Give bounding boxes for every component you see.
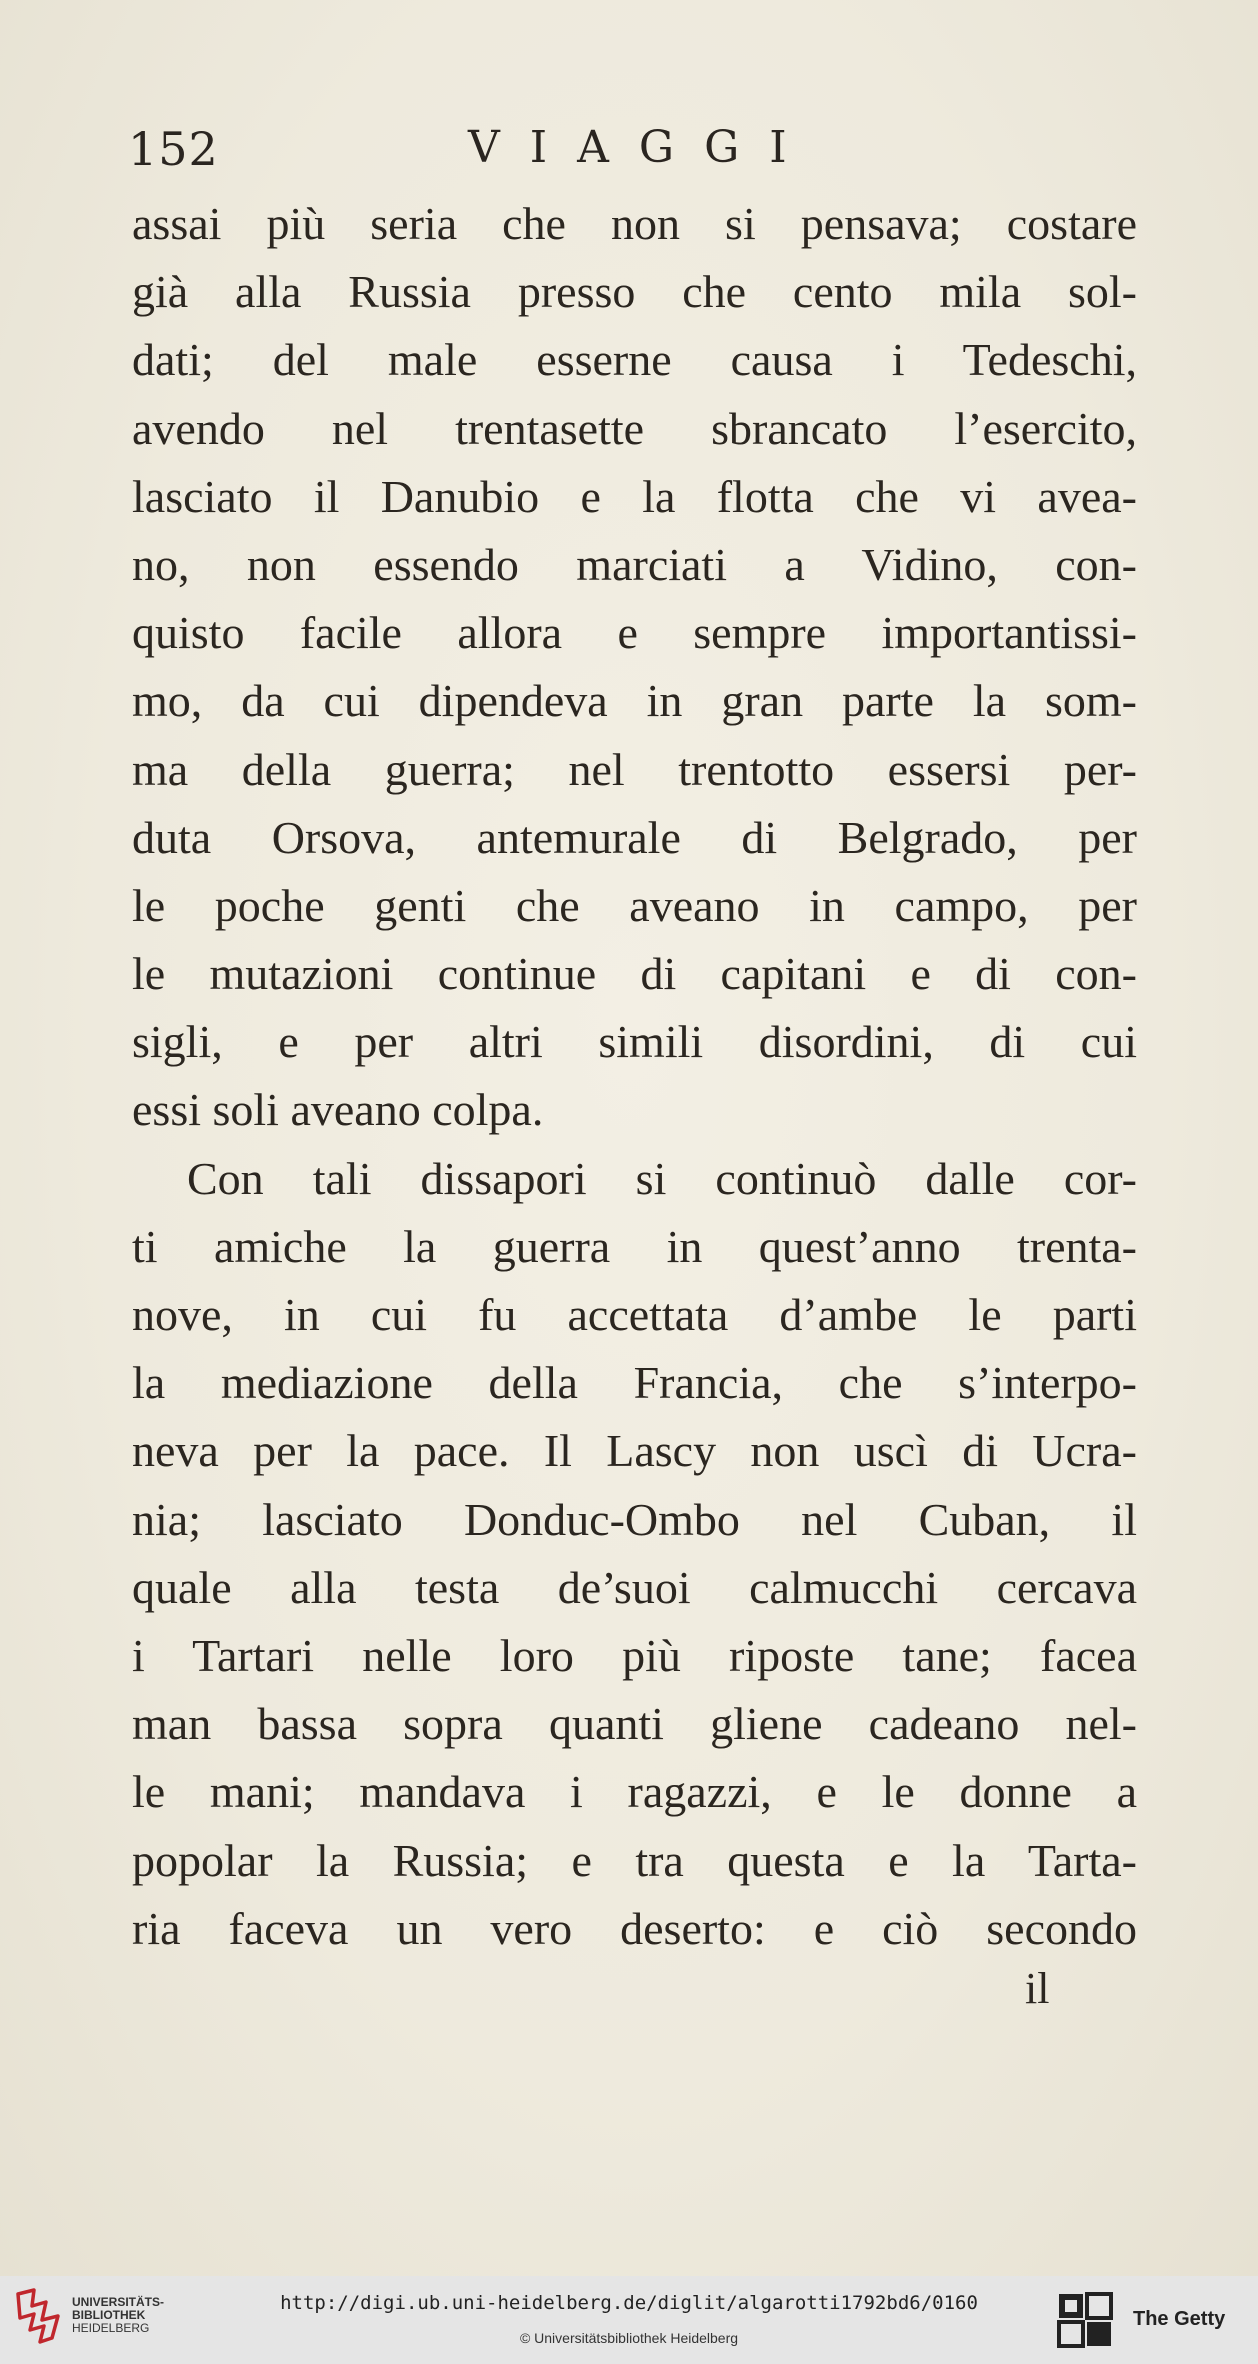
text-line: man bassa sopra quanti gliene cadeano nel-: [132, 1698, 1137, 1750]
permalink-url[interactable]: http://digi.ub.uni-heidelberg.de/diglit/algarotti1792bd6/0160: [280, 2292, 978, 2314]
text-line: le mani; mandava i ragazzi, e le donne a: [132, 1766, 1137, 1818]
text-line: no, non essendo marciati a Vidino, con-: [132, 538, 1137, 590]
text-line: assai più seria che non si pensava; costare: [132, 198, 1137, 249]
text-line: ma della guerra; nel trentotto essersi per-: [132, 743, 1137, 795]
institution-line: HEIDELBERG: [72, 2321, 150, 2335]
body-text: [132, 190, 1137, 1963]
institution-line: UNIVERSITÄTS-: [72, 2295, 165, 2309]
text-line: lasciato il Danubio e la flotta che vi avea-: [132, 470, 1137, 522]
text-line: popolar la Russia; e tra questa e la Tarta-: [132, 1834, 1137, 1886]
text-line: nia; lasciato Donduc-Ombo nel Cuban, il: [132, 1493, 1137, 1545]
text-line: neva per la pace. Il Lascy non uscì di Ucra-: [132, 1425, 1137, 1477]
text-line: dati; del male esserne causa i Tedeschi,: [132, 334, 1137, 386]
catchword: il: [1025, 1964, 1050, 2013]
text-line: ria faceva un vero deserto: e ciò secondo: [132, 1902, 1137, 1954]
text-line: quisto facile allora e sempre importantissi-: [132, 607, 1137, 659]
text-line: nove, in cui fu accettata d’ambe le parti: [132, 1289, 1137, 1340]
copyright-notice: © Universitätsbibliothek Heidelberg: [519, 2330, 739, 2346]
text-line: già alla Russia presso che cento mila sol-: [132, 266, 1137, 318]
text-line: le mutazioni continue di capitani e di con-: [132, 948, 1137, 1000]
text-line-paragraph-end: essi soli aveano colpa.: [132, 1084, 544, 1136]
text-line: la mediazione della Francia, che s’interpo-: [132, 1357, 1137, 1409]
text-line: le poche genti che aveano in campo, per: [132, 879, 1137, 931]
page-number: 152: [128, 122, 219, 176]
viewer-footer: [0, 2276, 1258, 2364]
text-line: duta Orsova, antemurale di Belgrado, per: [132, 811, 1137, 863]
text-line: mo, da cui dipendeva in gran parte la som-: [132, 675, 1137, 727]
text-line: ti amiche la guerra in quest’anno trenta-: [132, 1220, 1137, 1272]
text-line: avendo nel trentasette sbrancato l’esercito,: [132, 402, 1137, 454]
running-title: VIAGGI: [468, 122, 817, 173]
institution-line: BIBLIOTHEK: [72, 2308, 146, 2322]
getty-logo-icon[interactable]: [1057, 2292, 1113, 2348]
text-line: sigli, e per altri simili disordini, di cui: [132, 1016, 1137, 1068]
getty-wordmark: The Getty: [1133, 2308, 1226, 2330]
text-line-paragraph-start: Con tali dissapori si continuò dalle cor-: [187, 1152, 1137, 1204]
text-line: quale alla testa de’suoi calmucchi cercava: [132, 1561, 1137, 1613]
text-line: i Tartari nelle loro più riposte tane; facea: [132, 1629, 1137, 1681]
page-header: [128, 122, 1128, 182]
